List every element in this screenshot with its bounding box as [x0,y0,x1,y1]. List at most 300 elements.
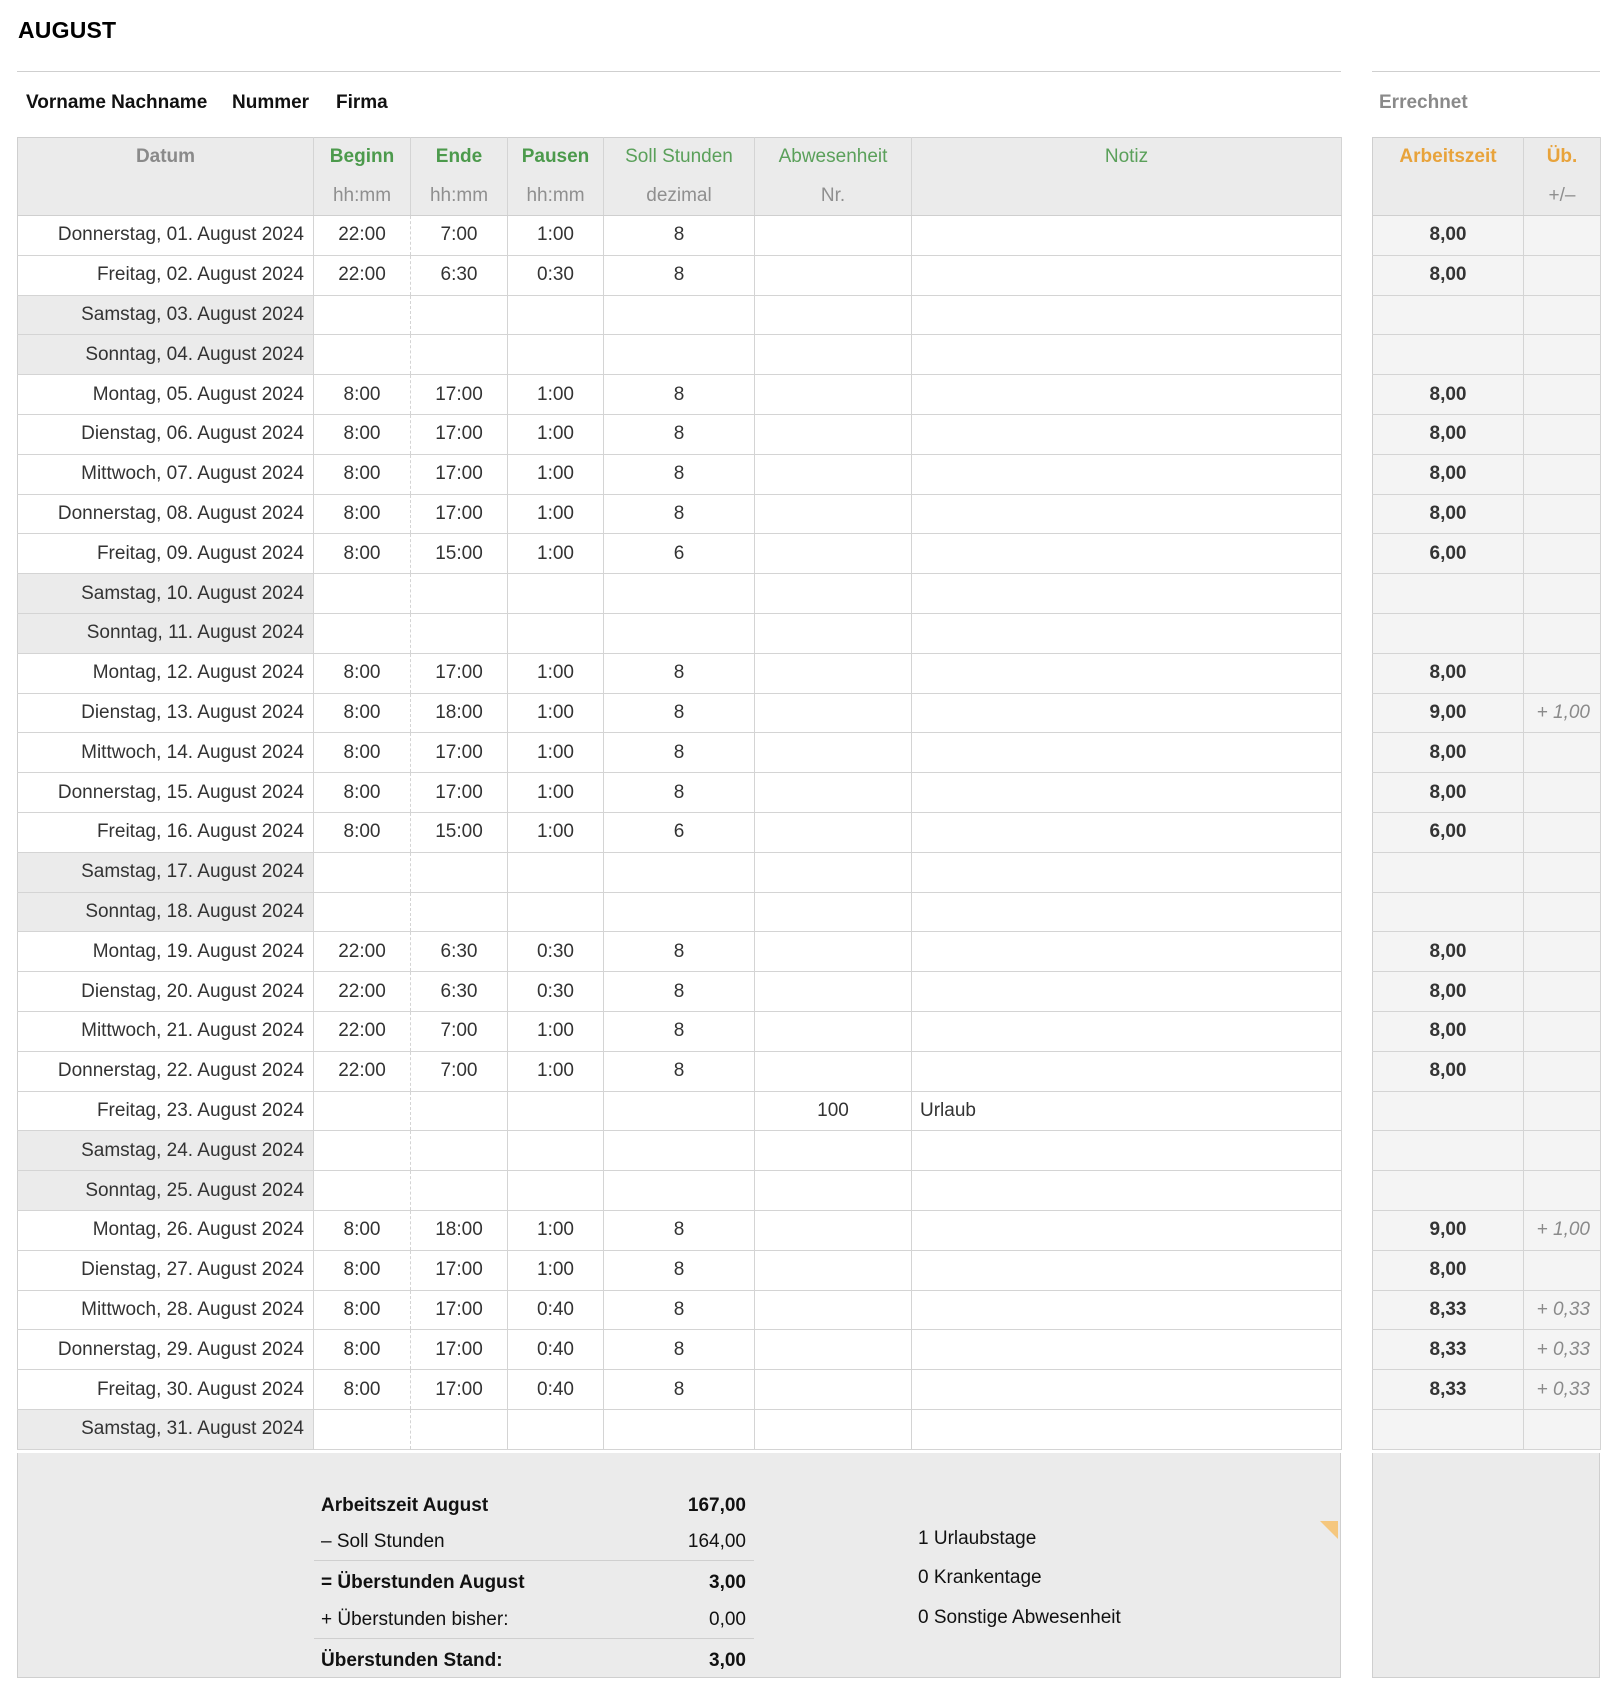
table-row [18,1370,1342,1410]
computed-row [1373,1290,1601,1330]
cell-beginn[interactable]: 8:00 [314,1210,411,1250]
cell-abwesenheit[interactable] [755,613,912,653]
cell-beginn[interactable]: 8:00 [314,414,411,454]
cell-abwesenheit[interactable] [755,1370,912,1410]
cell-pausen[interactable]: 1:00 [508,773,604,813]
cell-ende[interactable]: 17:00 [411,733,508,773]
cell-beginn[interactable] [314,1409,411,1449]
cell-beginn[interactable]: 8:00 [314,1330,411,1370]
cell-soll[interactable] [604,1131,755,1171]
cell-abwesenheit[interactable] [755,653,912,693]
cell-notiz[interactable] [912,1171,1342,1211]
col-unit-pausen: hh:mm [508,177,604,216]
table-row [18,852,1342,892]
cell-arbeitszeit: 8,33 [1373,1370,1524,1410]
computed-row [1373,1171,1601,1211]
cell-abwesenheit[interactable] [755,693,912,733]
col-unit-notiz [912,177,1342,216]
cell-beginn[interactable]: 22:00 [314,255,411,295]
cell-soll[interactable]: 8 [604,773,755,813]
cell-beginn[interactable]: 22:00 [314,932,411,972]
cell-beginn[interactable] [314,613,411,653]
cell-abwesenheit[interactable] [755,773,912,813]
cell-date: Dienstag, 06. August 2024 [18,414,314,454]
cell-date: Dienstag, 20. August 2024 [18,972,314,1012]
cell-soll[interactable]: 6 [604,812,755,852]
cell-ende[interactable] [411,1171,508,1211]
cell-notiz[interactable] [912,574,1342,614]
cell-ueberstunden [1524,733,1601,773]
cell-abwesenheit[interactable] [755,852,912,892]
cell-ende[interactable]: 17:00 [411,494,508,534]
cell-soll[interactable] [604,613,755,653]
table-row [18,613,1342,653]
cell-arbeitszeit: 8,00 [1373,414,1524,454]
cell-date: Dienstag, 27. August 2024 [18,1250,314,1290]
cell-notiz[interactable] [912,414,1342,454]
cell-soll[interactable] [604,1091,755,1131]
cell-beginn[interactable]: 22:00 [314,1011,411,1051]
cell-ende[interactable]: 17:00 [411,1250,508,1290]
cell-soll[interactable] [604,1171,755,1211]
cell-abwesenheit[interactable] [755,1330,912,1370]
cell-ueberstunden: + 1,00 [1524,1210,1601,1250]
col-unit-abwesenheit: Nr. [755,177,912,216]
cell-arbeitszeit: 8,00 [1373,1011,1524,1051]
cell-ueberstunden [1524,534,1601,574]
comment-flag-icon[interactable] [1320,1521,1338,1539]
cell-date: Donnerstag, 08. August 2024 [18,494,314,534]
table-row [18,375,1342,415]
cell-ende[interactable]: 6:30 [411,932,508,972]
computed-row [1373,812,1601,852]
col-header-soll: Soll Stunden [604,138,755,177]
cell-abwesenheit[interactable] [755,812,912,852]
cell-notiz[interactable] [912,216,1342,256]
cell-ende[interactable] [411,574,508,614]
cell-notiz[interactable] [912,494,1342,534]
cell-beginn[interactable] [314,1091,411,1131]
table-row [18,1210,1342,1250]
cell-beginn[interactable] [314,892,411,932]
computed-row [1373,255,1601,295]
cell-notiz[interactable] [912,653,1342,693]
krankentage-count: 0 Krankentage [918,1567,1042,1588]
cell-abwesenheit[interactable] [755,1011,912,1051]
cell-pausen[interactable] [508,1131,604,1171]
cell-notiz[interactable] [912,375,1342,415]
cell-date: Samstag, 10. August 2024 [18,574,314,614]
cell-date: Dienstag, 13. August 2024 [18,693,314,733]
cell-soll[interactable] [604,574,755,614]
cell-soll[interactable]: 8 [604,255,755,295]
cell-notiz[interactable] [912,1131,1342,1171]
cell-soll[interactable]: 8 [604,1011,755,1051]
cell-abwesenheit[interactable] [755,1290,912,1330]
cell-pausen[interactable]: 1:00 [508,216,604,256]
table-row [18,733,1342,773]
cell-arbeitszeit: 8,00 [1373,932,1524,972]
cell-beginn[interactable]: 8:00 [314,812,411,852]
cell-notiz[interactable] [912,1210,1342,1250]
cell-beginn[interactable] [314,295,411,335]
cell-date: Samstag, 31. August 2024 [18,1409,314,1449]
table-row [18,1171,1342,1211]
cell-soll[interactable]: 8 [604,1370,755,1410]
cell-beginn[interactable] [314,335,411,375]
cell-ueberstunden [1524,932,1601,972]
cell-notiz[interactable]: Urlaub [912,1091,1342,1131]
cell-pausen[interactable] [508,335,604,375]
cell-pausen[interactable]: 1:00 [508,693,604,733]
cell-date: Freitag, 23. August 2024 [18,1091,314,1131]
cell-ueberstunden [1524,1250,1601,1290]
cell-soll[interactable] [604,892,755,932]
cell-pausen[interactable]: 0:40 [508,1290,604,1330]
cell-abwesenheit[interactable] [755,375,912,415]
cell-notiz[interactable] [912,534,1342,574]
col-unit-datum [18,177,314,216]
cell-pausen[interactable] [508,852,604,892]
cell-arbeitszeit: 9,00 [1373,1210,1524,1250]
cell-arbeitszeit: 8,00 [1373,454,1524,494]
cell-pausen[interactable] [508,1171,604,1211]
cell-notiz[interactable] [912,454,1342,494]
cell-abwesenheit[interactable] [755,534,912,574]
cell-soll[interactable]: 8 [604,1210,755,1250]
page-title: AUGUST [18,17,117,43]
cell-soll[interactable]: 8 [604,693,755,733]
company-name: Firma [336,92,388,113]
cell-ende[interactable] [411,1091,508,1131]
cell-abwesenheit[interactable] [755,1131,912,1171]
summary-ueberstunden-label: = Überstunden August [321,1572,525,1593]
computed-row [1373,1011,1601,1051]
cell-soll[interactable]: 8 [604,1290,755,1330]
table-row [18,892,1342,932]
cell-notiz[interactable] [912,693,1342,733]
cell-notiz[interactable] [912,972,1342,1012]
cell-soll[interactable]: 8 [604,494,755,534]
cell-ende[interactable] [411,1131,508,1171]
cell-abwesenheit[interactable] [755,255,912,295]
cell-date: Samstag, 24. August 2024 [18,1131,314,1171]
cell-ende[interactable]: 17:00 [411,454,508,494]
cell-beginn[interactable]: 8:00 [314,534,411,574]
computed-row [1373,613,1601,653]
computed-row [1373,693,1601,733]
summary-arbeitszeit [314,1486,754,1525]
cell-ueberstunden [1524,1091,1601,1131]
cell-notiz[interactable] [912,812,1342,852]
cell-arbeitszeit: 6,00 [1373,534,1524,574]
table-row [18,1290,1342,1330]
cell-ende[interactable]: 6:30 [411,255,508,295]
cell-abwesenheit[interactable] [755,1210,912,1250]
cell-ueberstunden: + 0,33 [1524,1330,1601,1370]
summary-stand-label: Überstunden Stand: [321,1650,503,1671]
computed-row [1373,653,1601,693]
cell-notiz[interactable] [912,773,1342,813]
cell-pausen[interactable] [508,613,604,653]
cell-ende[interactable]: 7:00 [411,1011,508,1051]
cell-beginn[interactable]: 22:00 [314,972,411,1012]
cell-soll[interactable]: 8 [604,733,755,773]
cell-ueberstunden [1524,295,1601,335]
table-row [18,1091,1342,1131]
cell-soll[interactable] [604,295,755,335]
cell-ueberstunden [1524,574,1601,614]
cell-notiz[interactable] [912,613,1342,653]
cell-date: Donnerstag, 15. August 2024 [18,773,314,813]
cell-ueberstunden [1524,255,1601,295]
table-row [18,255,1342,295]
computed-row [1373,1091,1601,1131]
cell-soll[interactable]: 8 [604,972,755,1012]
cell-date: Freitag, 30. August 2024 [18,1370,314,1410]
cell-notiz[interactable] [912,1250,1342,1290]
cell-pausen[interactable] [508,1409,604,1449]
cell-soll[interactable]: 8 [604,414,755,454]
col-header-arbeitszeit: Arbeitszeit [1373,138,1524,177]
cell-pausen[interactable]: 1:00 [508,1210,604,1250]
cell-notiz[interactable] [912,733,1342,773]
cell-beginn[interactable]: 8:00 [314,494,411,534]
cell-arbeitszeit [1373,574,1524,614]
cell-abwesenheit[interactable] [755,972,912,1012]
cell-ueberstunden [1524,1171,1601,1211]
cell-ende[interactable]: 17:00 [411,653,508,693]
cell-pausen[interactable] [508,892,604,932]
summary-soll [314,1522,754,1561]
cell-ueberstunden [1524,653,1601,693]
cell-abwesenheit[interactable] [755,454,912,494]
table-row [18,972,1342,1012]
col-unit-arbeitszeit [1373,177,1524,216]
computed-row [1373,534,1601,574]
cell-abwesenheit[interactable] [755,414,912,454]
sonstige-abwesenheit-count: 0 Sonstige Abwesenheit [918,1607,1121,1628]
cell-pausen[interactable]: 0:30 [508,972,604,1012]
summary-arbeitszeit-value: 167,00 [687,1495,746,1516]
cell-ende[interactable]: 17:00 [411,1330,508,1370]
cell-ende[interactable]: 18:00 [411,1210,508,1250]
cell-pausen[interactable]: 1:00 [508,494,604,534]
cell-abwesenheit[interactable] [755,932,912,972]
cell-ueberstunden [1524,812,1601,852]
table-row [18,1330,1342,1370]
cell-pausen[interactable]: 1:00 [508,375,604,415]
cell-beginn[interactable] [314,1171,411,1211]
cell-ende[interactable]: 17:00 [411,773,508,813]
cell-arbeitszeit: 8,00 [1373,773,1524,813]
cell-ende[interactable]: 17:00 [411,1370,508,1410]
computed-body [1373,216,1601,1450]
cell-pausen[interactable]: 1:00 [508,653,604,693]
cell-notiz[interactable] [912,1370,1342,1410]
cell-beginn[interactable]: 8:00 [314,1290,411,1330]
cell-date: Freitag, 16. August 2024 [18,812,314,852]
cell-pausen[interactable]: 0:40 [508,1370,604,1410]
cell-ende[interactable] [411,335,508,375]
cell-date: Sonntag, 25. August 2024 [18,1171,314,1211]
cell-abwesenheit[interactable] [755,892,912,932]
cell-soll[interactable]: 8 [604,1330,755,1370]
cell-date: Montag, 05. August 2024 [18,375,314,415]
computed-row [1373,773,1601,813]
cell-pausen[interactable]: 0:30 [508,255,604,295]
cell-beginn[interactable]: 8:00 [314,375,411,415]
cell-beginn[interactable]: 8:00 [314,454,411,494]
cell-soll[interactable] [604,1409,755,1449]
cell-arbeitszeit [1373,295,1524,335]
cell-beginn[interactable] [314,1131,411,1171]
cell-ueberstunden [1524,414,1601,454]
cell-abwesenheit[interactable] [755,1051,912,1091]
cell-beginn[interactable]: 22:00 [314,216,411,256]
cell-pausen[interactable] [508,574,604,614]
cell-ende[interactable]: 17:00 [411,375,508,415]
cell-notiz[interactable] [912,1409,1342,1449]
cell-ende[interactable]: 7:00 [411,216,508,256]
cell-beginn[interactable]: 22:00 [314,1051,411,1091]
cell-pausen[interactable]: 1:00 [508,414,604,454]
cell-soll[interactable] [604,335,755,375]
cell-beginn[interactable]: 8:00 [314,1370,411,1410]
cell-ende[interactable]: 15:00 [411,534,508,574]
cell-pausen[interactable] [508,1091,604,1131]
summary-bisher-label: + Überstunden bisher: [321,1609,509,1630]
cell-soll[interactable]: 8 [604,216,755,256]
cell-arbeitszeit [1373,335,1524,375]
cell-beginn[interactable] [314,574,411,614]
cell-abwesenheit[interactable] [755,1250,912,1290]
cell-beginn[interactable]: 8:00 [314,773,411,813]
table-row [18,653,1342,693]
divider-main [17,71,1341,72]
cell-arbeitszeit: 8,33 [1373,1330,1524,1370]
cell-beginn[interactable]: 8:00 [314,693,411,733]
cell-soll[interactable]: 8 [604,932,755,972]
cell-ueberstunden [1524,454,1601,494]
computed-row [1373,216,1601,256]
cell-beginn[interactable]: 8:00 [314,1250,411,1290]
cell-notiz[interactable] [912,1051,1342,1091]
table-row [18,216,1342,256]
cell-date: Freitag, 09. August 2024 [18,534,314,574]
cell-notiz[interactable] [912,852,1342,892]
cell-date: Mittwoch, 21. August 2024 [18,1011,314,1051]
cell-abwesenheit[interactable] [755,574,912,614]
computed-row [1373,1210,1601,1250]
cell-date: Sonntag, 04. August 2024 [18,335,314,375]
cell-notiz[interactable] [912,1011,1342,1051]
cell-ende[interactable]: 17:00 [411,1290,508,1330]
col-header-beginn: Beginn [314,138,411,177]
cell-soll[interactable]: 8 [604,653,755,693]
cell-date: Freitag, 02. August 2024 [18,255,314,295]
cell-notiz[interactable] [912,335,1342,375]
cell-ende[interactable] [411,1409,508,1449]
divider-side [1372,71,1600,72]
cell-ende[interactable] [411,892,508,932]
summary-soll-value: 164,00 [687,1531,746,1552]
cell-beginn[interactable]: 8:00 [314,733,411,773]
cell-pausen[interactable] [508,295,604,335]
cell-pausen[interactable]: 1:00 [508,454,604,494]
cell-ende[interactable]: 6:30 [411,972,508,1012]
cell-pausen[interactable]: 1:00 [508,1051,604,1091]
cell-notiz[interactable] [912,1330,1342,1370]
cell-arbeitszeit [1373,852,1524,892]
cell-pausen[interactable]: 1:00 [508,1250,604,1290]
cell-ende[interactable] [411,613,508,653]
cell-soll[interactable]: 8 [604,1051,755,1091]
cell-ende[interactable] [411,295,508,335]
summary-side-panel [1372,1453,1600,1678]
cell-beginn[interactable]: 8:00 [314,653,411,693]
cell-arbeitszeit: 6,00 [1373,812,1524,852]
cell-abwesenheit[interactable] [755,733,912,773]
table-row [18,1051,1342,1091]
cell-abwesenheit[interactable]: 100 [755,1091,912,1131]
cell-ende[interactable]: 17:00 [411,414,508,454]
cell-ende[interactable]: 7:00 [411,1051,508,1091]
computed-row [1373,892,1601,932]
cell-soll[interactable]: 8 [604,1250,755,1290]
col-header-abwesenheit: Abwesenheit [755,138,912,177]
summary-arbeitszeit-label: Arbeitszeit August [321,1495,489,1516]
cell-pausen[interactable]: 1:00 [508,733,604,773]
cell-pausen[interactable]: 1:00 [508,534,604,574]
cell-abwesenheit[interactable] [755,295,912,335]
cell-notiz[interactable] [912,892,1342,932]
cell-arbeitszeit [1373,1131,1524,1171]
cell-ende[interactable] [411,852,508,892]
cell-abwesenheit[interactable] [755,1171,912,1211]
col-unit-ende: hh:mm [411,177,508,216]
cell-notiz[interactable] [912,1290,1342,1330]
cell-soll[interactable] [604,852,755,892]
cell-ueberstunden: + 0,33 [1524,1290,1601,1330]
cell-abwesenheit[interactable] [755,335,912,375]
cell-notiz[interactable] [912,932,1342,972]
cell-ende[interactable]: 18:00 [411,693,508,733]
cell-abwesenheit[interactable] [755,216,912,256]
cell-ueberstunden [1524,1409,1601,1449]
cell-soll[interactable]: 6 [604,534,755,574]
cell-pausen[interactable]: 0:30 [508,932,604,972]
cell-pausen[interactable]: 1:00 [508,1011,604,1051]
cell-notiz[interactable] [912,255,1342,295]
cell-abwesenheit[interactable] [755,1409,912,1449]
cell-beginn[interactable] [314,852,411,892]
cell-soll[interactable]: 8 [604,454,755,494]
employee-number: Nummer [232,92,310,113]
cell-notiz[interactable] [912,295,1342,335]
table-row [18,812,1342,852]
cell-ueberstunden [1524,773,1601,813]
cell-pausen[interactable]: 1:00 [508,812,604,852]
cell-abwesenheit[interactable] [755,494,912,534]
cell-soll[interactable]: 8 [604,375,755,415]
cell-date: Sonntag, 11. August 2024 [18,613,314,653]
cell-ueberstunden [1524,972,1601,1012]
table-row [18,1011,1342,1051]
cell-pausen[interactable]: 0:40 [508,1330,604,1370]
cell-ende[interactable]: 15:00 [411,812,508,852]
computed-row [1373,1370,1601,1410]
